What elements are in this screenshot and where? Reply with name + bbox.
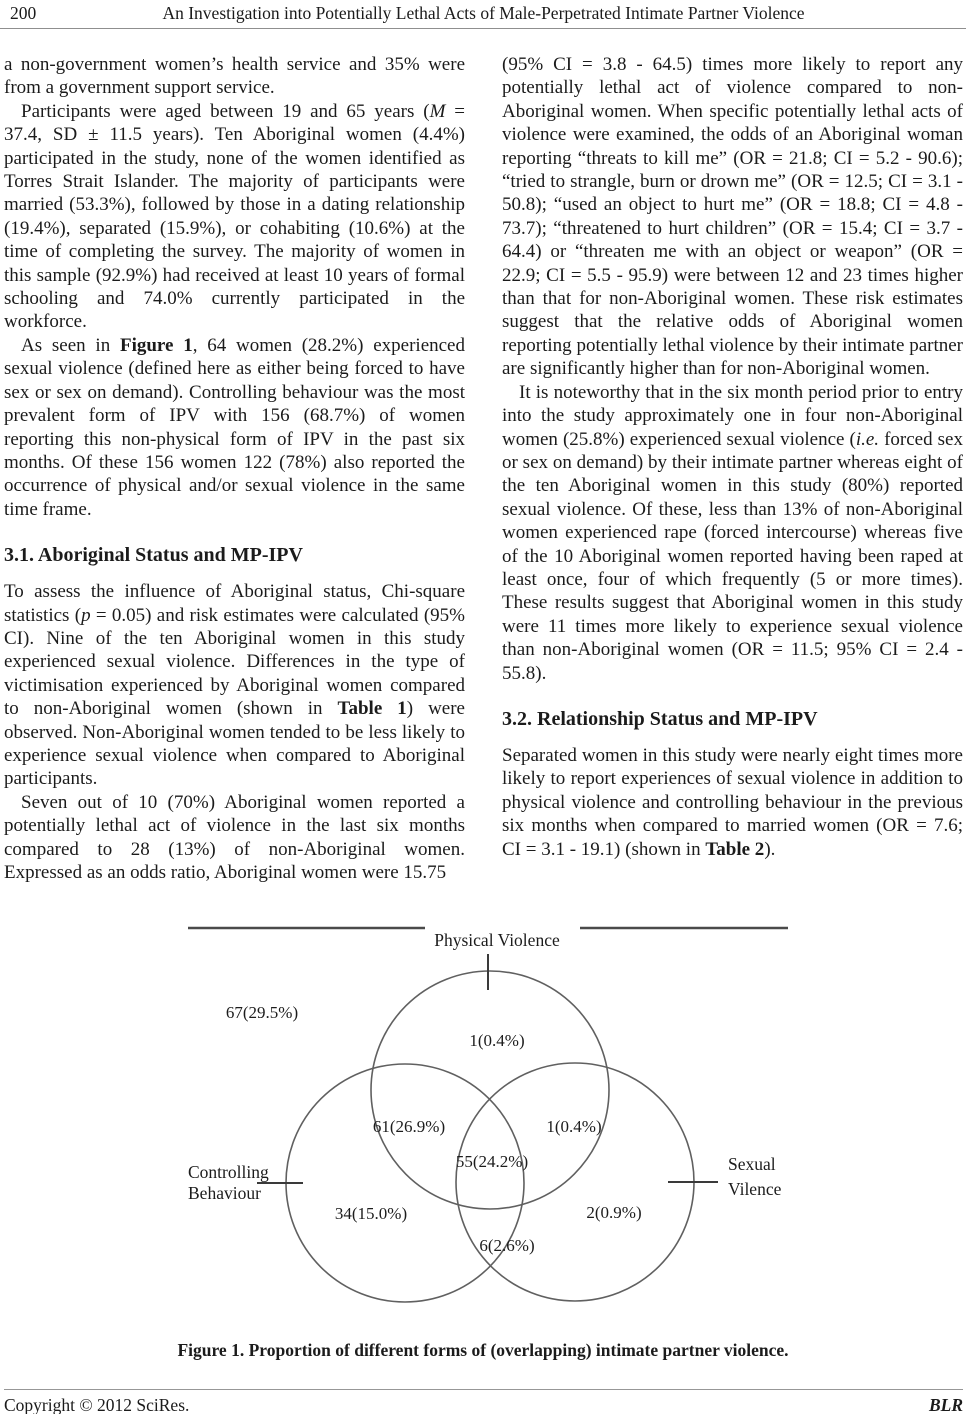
- text-segment: ).: [764, 838, 776, 860]
- text-segment: a non-government women’s health service and 35% were from a government support service.: [4, 54, 465, 99]
- circle-physical-violence: [371, 971, 609, 1209]
- text-segment: It is noteworthy that in the six month period prior to entry into the study approximately one in four non-Aboriginal women (25.8%) experienced sexual violence (: [502, 381, 963, 450]
- text-segment: Table 1: [337, 698, 407, 720]
- text-segment: Figure 1: [119, 334, 193, 356]
- text-segment: Table 2: [705, 838, 765, 860]
- value-physical-sexual: 1(0.4%): [546, 1117, 602, 1136]
- text-segment: i.e.: [855, 428, 880, 450]
- text-segment: To assess the influence of Aboriginal status, Chi-square statistics (: [4, 581, 465, 626]
- paragraph: [4, 334, 465, 521]
- value-controlling-only: 34(15.0%): [334, 1204, 408, 1223]
- label-sexual-line1: Sexual: [728, 1154, 776, 1174]
- paragraph: [4, 53, 465, 100]
- text-segment: Participants were aged between 19 and 65 years (: [21, 100, 430, 122]
- label-sexual-line2: Vilence: [728, 1179, 782, 1199]
- paragraph: [502, 53, 963, 381]
- figure-1: [180, 918, 796, 1332]
- text-segment: M: [429, 100, 446, 122]
- text-segment: Separated women in this study were nearly eight times more likely to report experiences of sexual violence in addition to physical violence and controlling behaviour in the previous six months when compared to married women (OR = 7.6; CI = 3.1 - 19.1) (shown in: [502, 744, 963, 860]
- page-header: [4, 3, 963, 27]
- venn-diagram: [180, 918, 796, 1332]
- page-footer: [4, 1389, 963, 1414]
- running-title: An Investigation into Potentially Lethal Acts of Male-Perpetrated Intimate Partner Violence: [162, 3, 805, 23]
- text-segment: = 37.4, SD ± 11.5 years). Ten Aboriginal women (4.4%) participated in the study, none of the women identified as Torres Strait Islander. The majority of participants were married (53.3%), followed by those in a dating relationship (19.4%), separated (15.9%), or cohabiting (10.6%) at the time of completing the survey. The majority of women in this sample (92.9%) had received at least 10 years of formal schooling and 74.0% currently participated in the workforce.: [4, 100, 465, 333]
- text-segment: forced sex or sex on demand) by their intimate partner whereas eight of the ten Aboriginal women in this study (80%) reported sexual violence. Of these, less than 13% of non-Aboriginal women experienced rape (forced intercourse) whereas five of the 10 Aboriginal women reported having been raped at least once, four of which frequently (5 or more times). These results suggest that Aboriginal women in this study were 11 times more likely to experience sexual violence than non-Aboriginal women (OR = 11.5; 95% CI = 2.4 - 55.8).: [502, 428, 963, 684]
- value-outside: 67(29.5%): [225, 1003, 299, 1022]
- left-column: [4, 53, 465, 884]
- text-segment: ) were observed. Non-Aboriginal women tended to be less likely to experience sexual violence when compared to Aboriginal participants.: [4, 698, 465, 790]
- header-rule: [0, 28, 966, 29]
- figure-caption: Figure 1. Proportion of different forms of (overlapping) intimate partner violence.: [177, 1340, 789, 1360]
- text-segment: = 0.05) and risk estimates were calculated (95% CI). Nine of the ten Aboriginal women in this study experienced sexual violence. Differences in the type of victimisation experienced by Aboriginal women compared to non-Aboriginal women (shown in: [4, 604, 465, 720]
- label-controlling-line2: Behaviour: [188, 1183, 261, 1203]
- label-controlling-line1: Controlling: [188, 1162, 269, 1182]
- label-physical-violence: Physical Violence: [434, 930, 560, 950]
- text-segment: As seen in: [21, 334, 120, 356]
- paragraph: [4, 580, 465, 791]
- right-column: [502, 53, 963, 884]
- text-segment: Seven out of 10 (70%) Aboriginal women reported a potentially lethal act of violence in the last six months compared to 28 (13%) of non-Aboriginal women. Expressed as an odds ratio, Aboriginal women were 15.75: [4, 791, 465, 883]
- page-number: 200: [10, 3, 37, 23]
- paragraph: [502, 381, 963, 685]
- value-sexual-only: 2(0.9%): [586, 1203, 642, 1222]
- journal-abbreviation: BLR: [928, 1395, 963, 1414]
- copyright-text: Copyright © 2012 SciRes.: [4, 1395, 190, 1414]
- paragraph: [4, 100, 465, 334]
- value-all-three: 55(24.2%): [455, 1152, 529, 1171]
- text-segment: , 64 women (28.2%) experienced sexual violence (defined here as either being forced to have sex or sex on demand). Controlling behaviour was the most prevalent form of IPV with 156 (68.7%) of women reporting this non-physical form of IPV in the past six months. Of these 156 women 122 (78%) also reported the occurrence of physical and/or sexual violence in the same time frame.: [4, 334, 465, 520]
- text-segment: (95% CI = 3.8 - 64.5) times more likely to report any potentially lethal act of violence compared to non-Aboriginal women. When specific potentially lethal acts of violence were examined, the odds of an Aboriginal woman reporting “threats to kill me” (OR = 21.8; CI = 5.2 - 90.6); “tried to strangle, burn or drown me” (OR = 12.5; CI = 3.1 - 50.8); “used an object to hurt me” (OR = 18.8; CI = 4.8 - 73.7); “threatened to hurt children” (OR = 15.4; CI = 3.7 - 64.4) or “threaten me with an object or weapon” (OR = 22.9; CI = 5.5 - 95.9) were between 12 and 23 times higher than that for non-Aboriginal women. These risk estimates suggest that the relative odds of Aboriginal women reporting potentially lethal violence by their intimate partner are significantly higher than for non-Aboriginal women.: [502, 54, 963, 380]
- text-columns: [4, 53, 963, 884]
- value-physical-only: 1(0.4%): [469, 1031, 525, 1050]
- value-controlling-sexual: 6(2.6%): [479, 1236, 535, 1255]
- text-segment: p: [81, 604, 91, 626]
- section-heading: 3.1. Aboriginal Status and MP-IPV: [4, 544, 303, 567]
- value-physical-controlling: 61(26.9%): [372, 1117, 446, 1136]
- paragraph: [4, 791, 465, 885]
- paragraph: [502, 744, 963, 861]
- section-heading: 3.2. Relationship Status and MP-IPV: [502, 707, 818, 730]
